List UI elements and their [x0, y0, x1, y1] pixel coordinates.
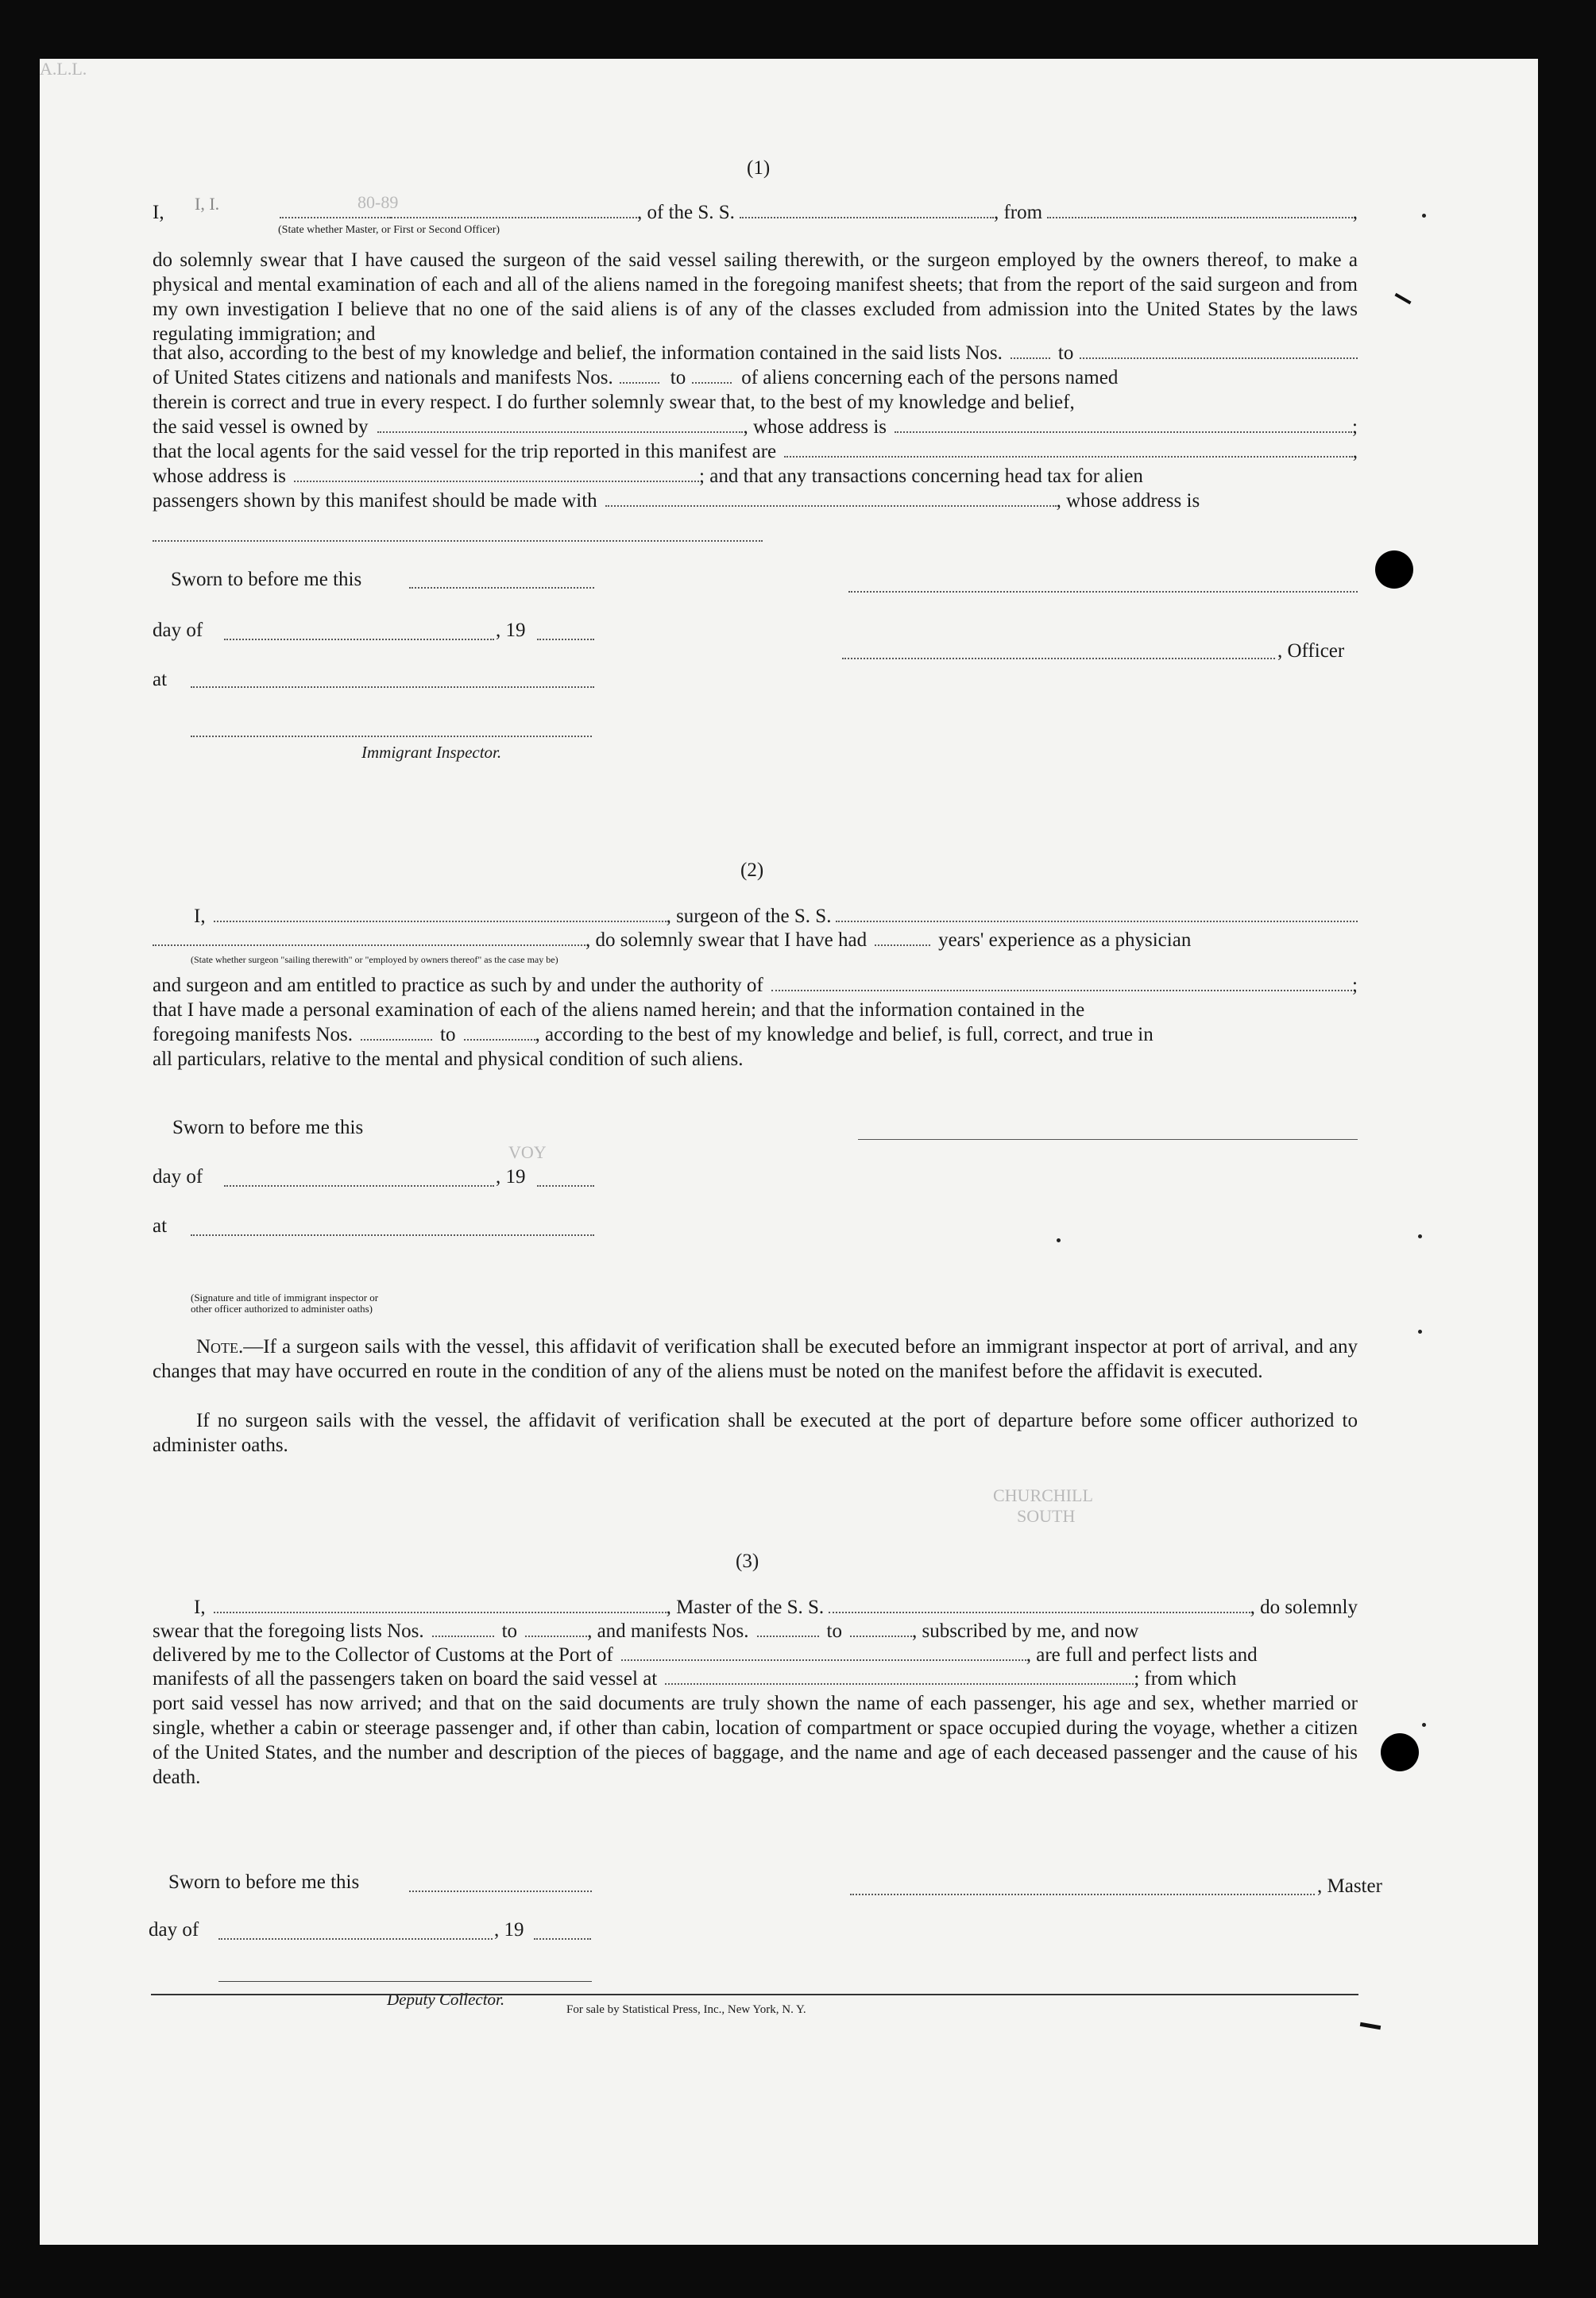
s1-year-field[interactable]	[537, 639, 594, 640]
s3-l4b: ; from which	[1134, 1668, 1237, 1690]
s1-line-1	[153, 200, 1358, 225]
s3-day-field[interactable]	[218, 1938, 493, 1940]
s2-line-2	[153, 928, 1358, 952]
citizen-list-from-field[interactable]	[1011, 357, 1050, 359]
s2-line-6	[153, 1047, 1358, 1072]
s1-from-label: , from	[993, 202, 1043, 223]
s1-l7c: of aliens concerning each of the persons named	[741, 367, 1119, 388]
s3-l2b: to	[501, 1620, 518, 1642]
stamp-ghost-3: CHURCHILL	[993, 1485, 1093, 1505]
speck-1	[1057, 1238, 1061, 1242]
practice-authority-field[interactable]	[771, 990, 1352, 991]
s2-manifest-to-field[interactable]	[464, 1039, 535, 1041]
punch-hole-lower	[1381, 1733, 1419, 1771]
s2-l4: that I have made a personal examination of each of the aliens named herein; and that the information contained in the	[153, 999, 1085, 1021]
s1-l6a: that also, according to the best of my knowledge and belief, the information contained in the said lists Nos.	[153, 342, 1003, 364]
s1-l12a: passengers shown by this manifest should be made with	[153, 490, 597, 512]
s2-l1a: I,	[194, 906, 206, 927]
stamp-ghost: 80-89	[357, 192, 399, 212]
s1-oath-paragraph: do solemnly swear that I have caused the surgeon of the said vessel sailing therewith, or the surgeon employed by the owners thereof, to make a physical and mental examination of each and all of the aliens named in the foregoing manifest sheets; that from the report of the said surgeon and from my own investigation I believe that no one of the said aliens is of any of the classes excluded from admission into the United States by the laws regulating immigration; and	[153, 249, 1358, 345]
s1-l8: therein is correct and true in every respect. I do further solemnly swear that, to the best of my knowledge and belief,	[153, 392, 1075, 413]
years-experience-field[interactable]	[875, 944, 930, 946]
s3-line-4	[153, 1667, 1358, 1691]
s1-officer-name-field[interactable]	[842, 658, 1275, 659]
punch-hole-upper	[1375, 550, 1413, 589]
officer-name-field[interactable]	[280, 217, 391, 218]
stamp-ghost-4: SOUTH	[1017, 1506, 1076, 1526]
s3-day-of-label: day of	[149, 1919, 199, 1941]
s1-line-7	[153, 365, 1358, 390]
handwritten-mark: I, I.	[195, 194, 220, 214]
head-tax-address-field[interactable]	[153, 540, 763, 542]
speck-3	[1422, 214, 1426, 218]
surgeon-status-field[interactable]	[153, 944, 585, 946]
note-1	[153, 1334, 1358, 1384]
s1-line-9	[153, 415, 1358, 439]
s1-l6b: to	[1057, 342, 1074, 364]
s3-vessel-field[interactable]	[829, 1612, 1250, 1613]
master-title-label: , Master	[1317, 1875, 1382, 1897]
s3-l2a: swear that the foregoing lists Nos.	[153, 1620, 424, 1642]
note-label: Note.	[196, 1336, 244, 1358]
speck-4	[1422, 1723, 1426, 1727]
vessel-owner-field[interactable]	[377, 431, 743, 433]
s3-l2c: , and manifests Nos.	[587, 1620, 749, 1642]
s2-l5c: , according to the best of my knowledge and belief, is full, correct, and true in	[535, 1024, 1154, 1045]
s2-manifest-from-field[interactable]	[361, 1039, 432, 1041]
inspector-signature-field[interactable]	[191, 736, 592, 737]
s3-manifest-from-field[interactable]	[757, 1636, 819, 1637]
s2-l5a: foregoing manifests Nos.	[153, 1024, 354, 1045]
s1-place-field[interactable]	[191, 686, 594, 688]
s3-l3b: , are full and perfect lists and	[1026, 1644, 1258, 1666]
s3-year-label: , 19	[494, 1919, 524, 1941]
s2-l3a: and surgeon and am entitled to practice as such by and under the authority of	[153, 975, 763, 996]
s1-l9c: ;	[1352, 416, 1358, 438]
s2-l2b: years' experience as a physician	[938, 929, 1192, 951]
s2-place-field[interactable]	[191, 1234, 594, 1236]
s3-sworn-date-field[interactable]	[409, 1891, 592, 1892]
s2-l5b: to	[440, 1024, 456, 1045]
s3-l1c: , do solemnly	[1250, 1597, 1358, 1618]
s1-sworn-label: Sworn to before me this	[171, 569, 362, 590]
s2-sworn-label: Sworn to before me this	[172, 1117, 364, 1138]
s1-l12b: , whose address is	[1056, 490, 1200, 512]
s2-l6: all particulars, relative to the mental and physical condition of such aliens.	[153, 1049, 744, 1070]
s1-signature-field[interactable]	[848, 591, 1358, 593]
s3-l2e: , subscribed by me, and now	[911, 1620, 1139, 1642]
s2-l3b: ;	[1352, 975, 1358, 996]
s1-line-10	[153, 439, 1358, 464]
s3-l2d: to	[826, 1620, 842, 1642]
officer-name-field-2[interactable]	[391, 217, 637, 218]
manifest-page	[40, 59, 1538, 2245]
s1-of-ss-label: , of the S. S.	[637, 202, 735, 223]
s2-l1b: , surgeon of the S. S.	[666, 906, 832, 927]
s2-line-5	[153, 1022, 1358, 1047]
s2-line-4	[153, 998, 1358, 1022]
s1-year-label: , 19	[496, 620, 526, 641]
printer-credit: For sale by Statistical Press, Inc., New York, N. Y.	[566, 2003, 806, 2016]
citizen-list-to-field[interactable]	[1080, 357, 1358, 359]
s1-l10a: that the local agents for the said vessel for the trip reported in this manifest are	[153, 441, 777, 462]
s1-comma: ,	[1352, 202, 1358, 223]
s2-year-label: , 19	[496, 1166, 526, 1188]
s1-l7a: of United States citizens and nationals and manifests Nos.	[153, 367, 613, 388]
stamp-ghost-2: VOY	[508, 1142, 547, 1162]
master-name-field[interactable]	[214, 1612, 667, 1613]
manifest-from-field[interactable]	[620, 382, 659, 384]
immigrant-inspector-label: Immigrant Inspector.	[361, 743, 502, 762]
s2-signature-note-2: other officer authorized to administer oaths)	[191, 1303, 373, 1315]
s1-l7b: to	[670, 367, 686, 388]
s1-line-12	[153, 489, 1358, 513]
note-1-text: —If a surgeon sails with the vessel, this affidavit of verification shall be executed before an immigrant inspector at port of arrival, and any changes that may have occurred en route in the condition of any of the aliens must be noted on the manifest before the affidavit is executed.	[153, 1336, 1358, 1382]
s1-l10b: ,	[1352, 441, 1358, 462]
edge-mark-2	[1360, 2022, 1381, 2030]
s1-i-label: I,	[153, 202, 164, 223]
s3-sworn-label: Sworn to before me this	[168, 1871, 360, 1893]
s3-l1b: , Master of the S. S.	[666, 1597, 825, 1618]
s3-year-field[interactable]	[534, 1938, 591, 1940]
s1-l9a: the said vessel is owned by	[153, 416, 369, 438]
agent-address-field[interactable]	[294, 481, 699, 482]
deputy-collector-label: Deputy Collector.	[387, 1990, 505, 2009]
s1-l11a: whose address is	[153, 465, 287, 487]
s3-line-1	[153, 1595, 1358, 1620]
s3-line-2	[153, 1619, 1358, 1643]
head-tax-party-field[interactable]	[605, 505, 1057, 507]
s1-l9b: , whose address is	[743, 416, 887, 438]
officer-title-label: , Officer	[1277, 640, 1345, 662]
s2-signature-note-1: (Signature and title of immigrant inspector or	[191, 1292, 379, 1303]
s2-year-field[interactable]	[537, 1185, 594, 1187]
edge-mark-1	[1394, 293, 1411, 304]
surgeon-name-field[interactable]	[214, 921, 667, 922]
s2-line-3	[153, 973, 1358, 998]
s3-list-from-field[interactable]	[432, 1636, 494, 1637]
s3-manifest-to-field[interactable]	[850, 1636, 912, 1637]
s3-l1a: I,	[194, 1597, 206, 1618]
embark-port-field[interactable]	[665, 1683, 1134, 1685]
s1-at-label: at	[153, 669, 168, 690]
departure-port-field[interactable]	[1047, 217, 1353, 218]
s2-at-label: at	[153, 1215, 168, 1237]
port-field[interactable]	[621, 1659, 1026, 1661]
note-2: If no surgeon sails with the vessel, the affidavit of verification shall be executed at the port of departure before some officer authorized to administer oaths.	[153, 1410, 1358, 1456]
section-3-number: (3)	[736, 1551, 759, 1572]
s1-line-11	[153, 464, 1358, 489]
owner-address-field[interactable]	[895, 431, 1352, 433]
vessel-name-field[interactable]	[740, 217, 994, 218]
speck-2	[1418, 1234, 1422, 1238]
stamp-ghost-5: A.L.L.	[40, 59, 87, 79]
s2-l2a: , do solemnly swear that I have had	[585, 929, 868, 951]
s1-sworn-date-field[interactable]	[409, 587, 594, 589]
s2-vessel-field[interactable]	[836, 921, 1358, 922]
s1-l11b: ; and that any transactions concerning head tax for alien	[699, 465, 1143, 487]
speck-5	[1418, 1330, 1422, 1334]
local-agents-field[interactable]	[784, 456, 1353, 458]
officer-rank-note: (State whether Master, or First or Second Officer)	[278, 224, 500, 236]
master-signature-field[interactable]	[850, 1894, 1315, 1895]
s2-day-field[interactable]	[224, 1185, 494, 1187]
s1-day-of-label: day of	[153, 620, 203, 641]
s2-line-1	[153, 904, 1358, 929]
collector-signature-field[interactable]	[218, 1981, 592, 1982]
section-2-number: (2)	[740, 859, 764, 881]
section-1-number: (1)	[747, 157, 771, 179]
s2-day-of-label: day of	[153, 1166, 203, 1188]
s3-l4a: manifests of all the passengers taken on board the said vessel at	[153, 1668, 658, 1690]
s1-line-8	[153, 390, 1358, 415]
s2-signature-field[interactable]	[858, 1139, 1358, 1140]
s3-line-3	[153, 1643, 1358, 1667]
s1-line-6	[153, 341, 1358, 365]
s1-day-field[interactable]	[224, 639, 494, 640]
s3-list-to-field[interactable]	[525, 1636, 587, 1637]
s3-oath-paragraph: port said vessel has now arrived; and that on the said documents are truly shown the name of each passenger, his age and sex, whether married or single, whether a cabin or steerage passenger and, if other than cabin, location of compartment or space occupied during the voyage, whether a citizen of the United States, and the number and description of the pieces of baggage, and the name and age of each deceased passenger and the cause of his death.	[153, 1693, 1358, 1788]
s3-l3a: delivered by me to the Collector of Customs at the Port of	[153, 1644, 613, 1666]
manifest-to-field[interactable]	[692, 382, 732, 384]
surgeon-status-note: (State whether surgeon "sailing therewith" or "employed by owners thereof" as the case may be)	[191, 954, 558, 965]
footer-rule	[151, 1994, 1358, 1995]
